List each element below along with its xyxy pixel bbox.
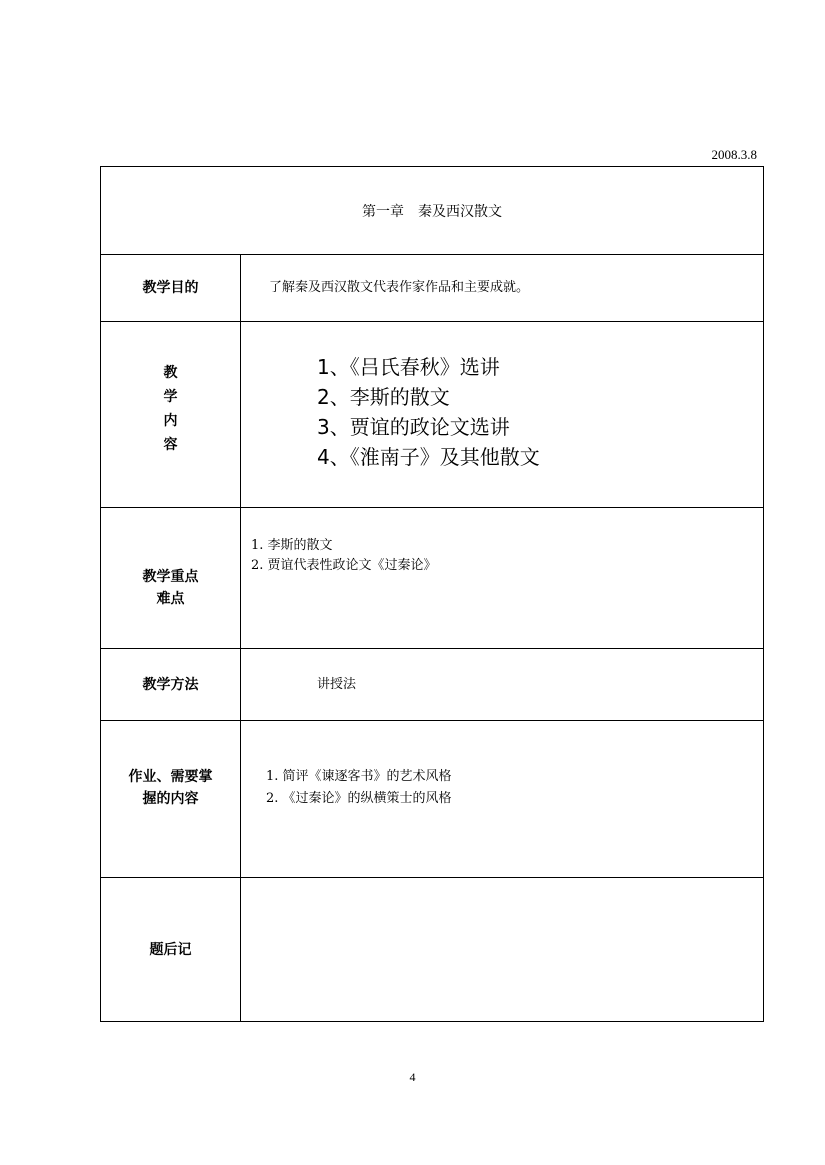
- page-number: 4: [409, 1070, 416, 1084]
- homework-label-cell: [101, 721, 241, 878]
- lesson-plan-table: [100, 166, 764, 1022]
- list-item: 1. 简评《谏逐客书》的艺术风格: [266, 769, 452, 784]
- list-item: 3、贾谊的政论文选讲: [317, 414, 510, 439]
- method-row: [101, 649, 764, 721]
- content-row: [101, 322, 764, 508]
- homework-label: 作业、需要掌握的内容: [128, 769, 213, 807]
- list-item: 2. 《过秦论》的纵横策士的风格: [266, 791, 452, 806]
- list-item: 1. 李斯的散文: [251, 538, 333, 553]
- key-points-cell: [241, 508, 764, 649]
- content-list: [241, 352, 763, 472]
- homework-list: [241, 766, 763, 810]
- date-stamp: 2008.3.8: [711, 147, 757, 162]
- list-item: 4、《淮南子》及其他散文: [317, 444, 540, 469]
- purpose-cell: [241, 255, 764, 322]
- homework-cell: [241, 721, 764, 878]
- list-item: 2. 贾谊代表性政论文《过秦论》: [251, 558, 437, 573]
- afterword-row: [101, 878, 764, 1022]
- method-label: 教学方法: [101, 649, 241, 721]
- key-points-label-cell: [101, 508, 241, 649]
- afterword-cell: [241, 878, 764, 1022]
- content-cell: [241, 322, 764, 508]
- method-text: 讲授法: [317, 676, 357, 692]
- content-label-cell: [101, 322, 241, 508]
- purpose-row: [101, 255, 764, 322]
- list-item: 1、《吕氏春秋》选讲: [317, 354, 500, 379]
- list-item: 2、李斯的散文: [317, 384, 450, 409]
- chapter-title: 第一章 秦及西汉散文: [101, 167, 764, 255]
- key-points-label: 教学重点难点: [142, 569, 199, 607]
- content-label: 教学内容: [163, 364, 178, 453]
- homework-row: [101, 721, 764, 878]
- afterword-label: 题后记: [101, 878, 241, 1022]
- key-points-list: [241, 536, 763, 576]
- purpose-label: 教学目的: [101, 255, 241, 322]
- purpose-text: 了解秦及西汉散文代表作家作品和主要成就。: [269, 280, 530, 295]
- key-points-row: [101, 508, 764, 649]
- method-cell: [241, 649, 764, 721]
- title-row: [101, 167, 764, 255]
